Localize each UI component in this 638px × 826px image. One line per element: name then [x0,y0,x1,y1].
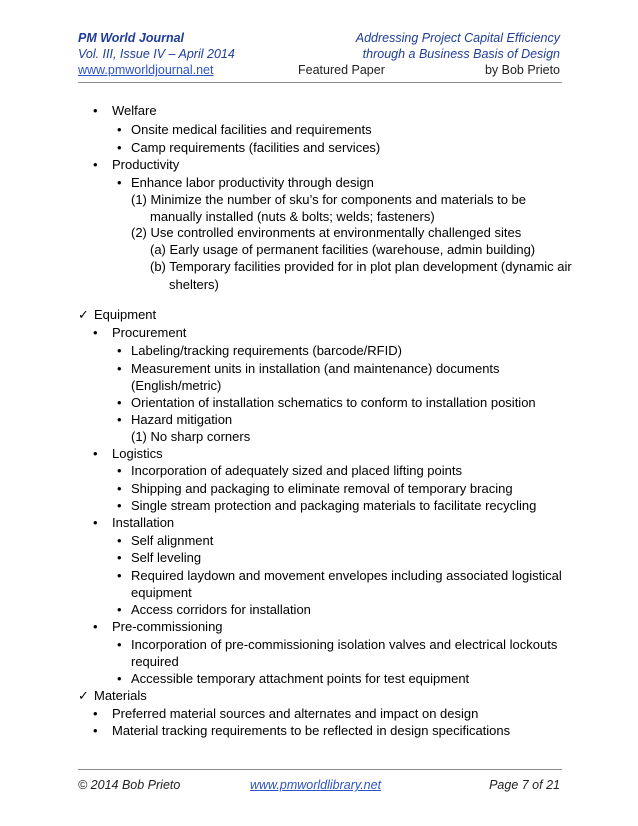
list-item: Productivity [112,157,180,172]
list-item-continuation: equipment [131,585,192,600]
journal-name: PM World Journal [78,31,185,45]
footer-page-number: Page 7 of 21 [489,778,560,792]
bullet-icon: • [93,446,98,461]
list-item: Labeling/tracking requirements (barcode/RFID) [131,343,402,358]
list-item: Camp requirements (facilities and services) [131,140,381,155]
list-item: Self leveling [131,550,202,565]
bullet-icon: • [117,361,122,376]
list-item: Incorporation of pre-commissioning isolation valves and electrical lockouts [131,637,558,652]
bullet-icon: • [93,325,98,340]
list-item: Equipment [94,307,157,322]
author-byline: by Bob Prieto [484,63,560,77]
bullet-icon: • [93,103,98,118]
checkmark-icon: ✓ [78,688,89,703]
footer-divider [78,769,562,770]
list-item: Hazard mitigation [131,412,233,427]
bullet-icon: • [117,671,122,686]
list-item: Materials [94,688,147,703]
list-item: Accessible temporary attachment points for test equipment [131,671,470,686]
list-item: Self alignment [131,533,214,548]
list-item: Measurement units in installation (and maintenance) documents [131,361,500,376]
section-label: Featured Paper [298,63,385,77]
bullet-icon: • [117,140,122,155]
list-item: Welfare [112,103,157,118]
bullet-icon: • [117,533,122,548]
bullet-icon: • [93,157,98,172]
bullet-icon: • [117,463,122,478]
bullet-icon: • [117,122,122,137]
list-item: (b) Temporary facilities provided for in plot plan development (dynamic air [150,259,572,274]
bullet-icon: • [117,175,122,190]
list-item: Onsite medical facilities and requirements [131,122,372,137]
paper-title-line-2: through a Business Basis of Design [362,47,560,61]
list-item: Orientation of installation schematics to conform to installation position [131,395,536,410]
list-item: Access corridors for installation [131,602,311,617]
bullet-icon: • [93,619,98,634]
bullet-icon: • [93,706,98,721]
paper-title-line-1: Addressing Project Capital Efficiency [355,31,560,45]
list-item: Single stream protection and packaging materials to facilitate recycling [131,498,537,513]
journal-volume: Vol. III, Issue IV – April 2014 [78,47,235,61]
list-item: (1) Minimize the number of sku’s for components and materials to be [131,192,526,207]
bullet-icon: • [117,550,122,565]
bullet-icon: • [117,481,122,496]
bullet-icon: • [117,412,122,427]
bullet-icon: • [93,723,98,738]
journal-website-link[interactable]: www.pmworldjournal.net [78,63,214,77]
bullet-icon: • [93,515,98,530]
list-item: Incorporation of adequately sized and placed lifting points [131,463,462,478]
bullet-icon: • [117,343,122,358]
list-item-continuation: (English/metric) [131,378,222,393]
list-item: Preferred material sources and alternates and impact on design [112,706,479,721]
list-item-continuation: shelters) [169,277,219,292]
list-item-continuation: manually installed (nuts & bolts; welds; fasteners) [150,209,435,224]
header-divider [78,82,562,83]
list-item-continuation: required [131,654,179,669]
list-item: Procurement [112,325,187,340]
footer-library-link[interactable]: www.pmworldlibrary.net [250,778,382,792]
list-item: Enhance labor productivity through design [131,175,374,190]
list-item: Shipping and packaging to eliminate removal of temporary bracing [131,481,513,496]
list-item: (1) No sharp corners [131,429,251,444]
list-item: (a) Early usage of permanent facilities (warehouse, admin building) [150,242,536,257]
bullet-icon: • [117,498,122,513]
footer-copyright: © 2014 Bob Prieto [78,778,181,792]
list-item: Material tracking requirements to be reflected in design specifications [112,723,511,738]
list-item: (2) Use controlled environments at environmentally challenged sites [131,225,522,240]
bullet-icon: • [117,602,122,617]
list-item: Logistics [112,446,163,461]
checkmark-icon: ✓ [78,307,89,322]
list-item: Installation [112,515,175,530]
bullet-icon: • [117,395,122,410]
bullet-icon: • [117,637,122,652]
list-item: Required laydown and movement envelopes including associated logistical [131,568,562,583]
list-item: Pre-commissioning [112,619,223,634]
bullet-icon: • [117,568,122,583]
